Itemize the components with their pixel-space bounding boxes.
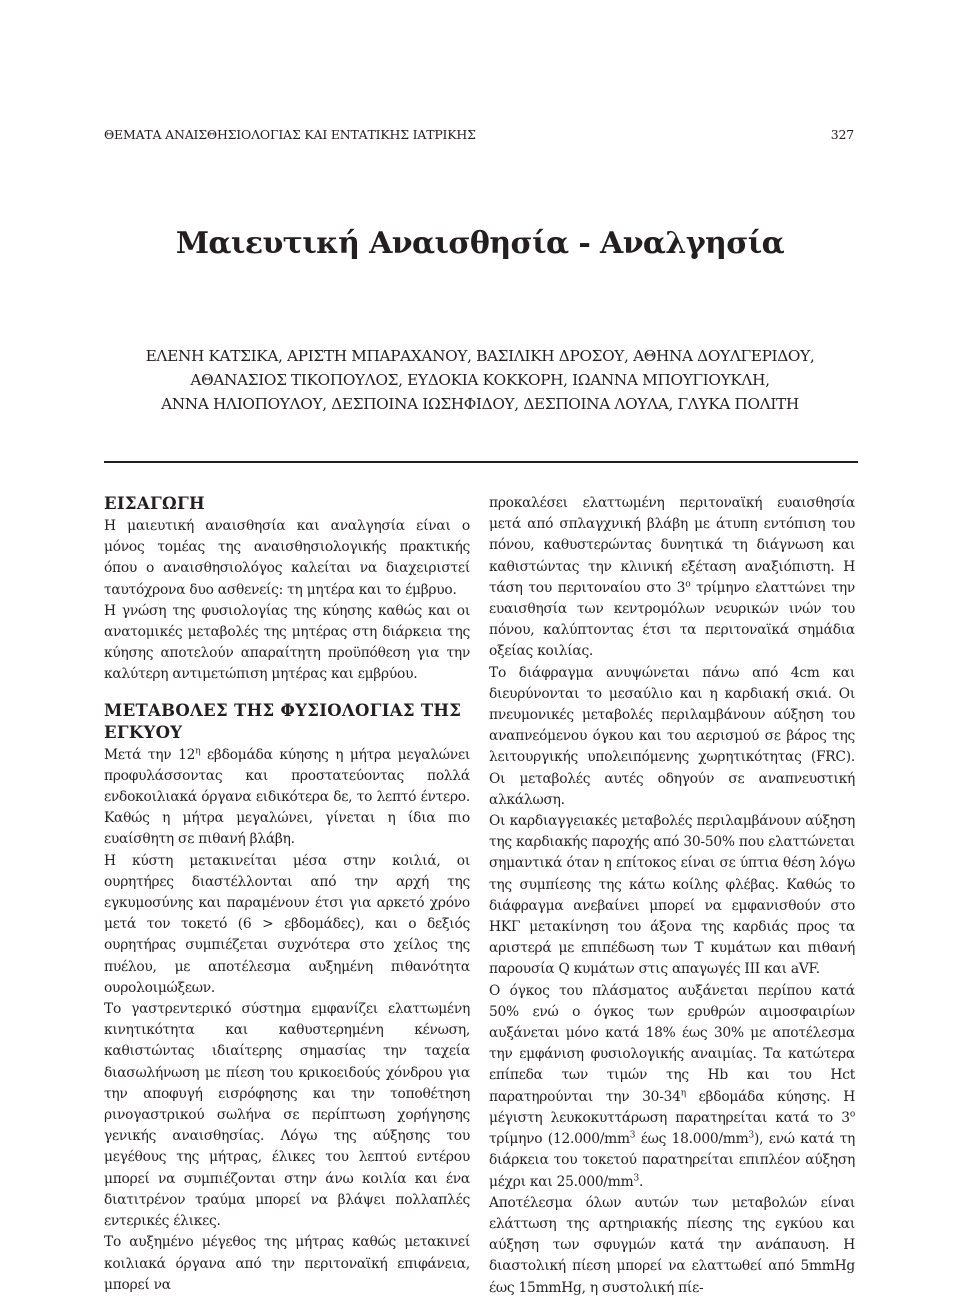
paragraph: Η κύστη μετακινείται μέσα στην κοιλιά, οι ουρητήρες διαστέλλονται από την αρχή της εγκυμοσύνης και παραμένουν έτσι για αρκετό χρόνο μετά τον τοκετό (6 > εβδομάδες), και ο δεξιός ουρητήρας συμπιέζεται συχνότερα στο χείλος της πυέλου, με αποτέλεσμα αυξημένη πιθανότητα ουρολοιμώξεων. [104,852,470,996]
paragraph: προκαλέσει ελαττωμένη περιτοναϊκή ευαισθησία μετά από σπλαγχνική βλάβη με άτυπη εντόπιση του πόνου, καθυστερώντας δυνητικά τη διάγνωση και καθιστώντας την κλινική εξέταση αναξιόπιστη. Η τάση του περιτοναίου στο $3^o$ τρίμηνο ελαττώνει την ευαισθησία των κεντρομόλων νευρικών ινών του πόνου, καλύπτοντας έτσι τα περιτοναϊκά σημάδια οξείας κοιλίας. [489,495,855,660]
running-header [104,127,856,145]
right-column [489,493,855,1299]
section-heading-introduction: ΕΙΣΑΓΩΓΗ [104,494,205,513]
paragraph: Αποτέλεσμα όλων αυτών των μεταβολών είναι ελάττωση της αρτηριακής πίεσης της εγκύου και αύξηση των σφυγμών κατά την ανάπαυση. Η διαστολική πίεση μπορεί να ελαττωθεί από 5mmHg έως 15mmHg, η συστολική πίε- [489,1194,855,1296]
separator-rule [104,461,858,463]
paragraph: Η μαιευτική αναισθησία και αναλγησία είναι ο μόνος τομέας της αναισθησιολογικής πρακτικής όπου ο αναισθησιολόγος καλείται να διαχειριστεί ταυτόχρονα δυο ασθενείς: τη μητέρα και το έμβρυο. [104,518,470,598]
paragraph: Το αυξημένο μέγεθος της μήτρας καθώς μετακινεί κοιλιακά όργανα από την περιτοναϊκή επιφάνεια, μπορεί να [104,1234,470,1293]
paragraph: Το γαστρεντερικό σύστημα εμφανίζει ελαττωμένη κινητικότητα και καθυστερημένη κένωση, καθιστώντας ιδιαίτερης σημασίας την ταχεία διασωλήνωση με πίεση του κρικοειδούς χόνδρου για την αποφυγή εισρόφησης και την τοποθέτηση ρινογαστρικού σωλήνα σε περίπτωση χορήγησης γενικής αναισθησίας. Λόγω της αύξησης του μεγέθους της μήτρας, έλικες του λεπτού εντέρου μπορεί να συμπιέζονται στην άνω κοιλία και ένα διατιτρένον τραύμα μπορεί να βλάψει πολλαπλές εντερικές έλικες. [104,1001,470,1230]
author-list [0,344,960,416]
page-number: 327 [830,127,854,142]
paragraph: Οι καρδιαγγειακές μεταβολές περιλαμβάνουν αύξηση της καρδιακής παροχής από 30-50% που ελαττώνεται σημαντικά όταν η επίτοκος είναι σε ύπτια θέση λόγω της συμπίεσης της κάτω κοίλης φλέβας. Καθώς το διάφραγμα ανεβαίνει μπορεί να εμφανισθούν στο ΗΚΓ μετακίνηση του άξονα της καρδιάς προς τα αριστερά με επιπέδωση των Τ κυμάτων και πιθανή παρουσία Q κυμάτων στις απαγωγές ΙΙΙ και aVF. [489,813,855,978]
left-column [104,493,470,1296]
section-heading-physiology: ΜΕΤΑΒΟΛΕΣ ΤΗΣ ΦΥΣΙΟΛΟΓΙΑΣ ΤΗΣ ΕΓΚΥΟΥ [104,700,462,742]
paragraph: Η γνώση της φυσιολογίας της κύησης καθώς και οι ανατομικές μεταβολές της μητέρας στη διάρκεια της κύησης αποτελούν απαραίτητη προϋπόθεση για την καλύτερη αντιμετώπιση μητέρας και εμβρύου. [104,602,470,683]
journal-title: ΘΕΜΑΤΑ ΑΝΑΙΣΘΗΣΙΟΛΟΓΙΑΣ ΚΑΙ ΕΝΤΑΤΙΚΗΣ ΙΑΤΡΙΚΗΣ [104,127,476,142]
paragraph: Ο όγκος του πλάσματος αυξάνεται περίπου κατά 50% ενώ ο όγκος των ερυθρών αιμοσφαιρίων αυξάνεται μόνο κατά 18% έως 30% με αποτέλεσμα την εμφάνιση φυσιολογικής αναιμίας. Τα κατώτερα επίπεδα των τιμών της Hb και του Hct παρατηρούνται την $30-34^\eta$ εβδομάδα κύησης. Η μέγιστη λευκοκυττάρωση παρατηρείται κατά το $3^o$ τρίμηνο ($12.000/mm^3$ έως $18.000/mm^3$), ενώ κατά τη διάρκεια του τοκετού παρατηρείται επιπλέον αύξηση μέχρι και $25.000/mm^3$. [489,982,855,1190]
article-title: Μαιευτική Αναισθησία - Αναλγησία [175,226,785,261]
paragraph: Το διάφραγμα ανυψώνεται πάνω από 4cm και διευρύνονται το μεσαύλιο και η καρδιακή σκιά. Οι πνευμονικές μεταβολές περιλαμβάνουν αύξηση του αναπνεόμενου όγκου και του αερισμού σε βάρος της λειτουργικής υπολειπόμενης χωρητικότητας (FRC). Οι μεταβολές αυτές οδηγούν σε αναπνευστική αλκάλωση. [489,664,855,808]
paragraph: Μετά την $12^\eta$ εβδομάδα κύησης η μήτρα μεγαλώνει προφυλάσσοντας και προστατεύοντας πολλά ενδοκοιλιακά όργανα ειδικότερα δε, το λεπτό έντερο. Καθώς η μήτρα μεγαλώνει, γίνεται η ίδια πιο ευαίσθητη σε πιθανή βλάβη. [104,746,471,848]
author-line: ΑΘΑΝΑΣΙΟΣ ΤΙΚΟΠΟΥΛΟΣ, ΕΥΔΟΚΙΑ ΚΟΚΚΟΡΗ, ΙΩΑΝΝΑ ΜΠΟΥΓΙΟΥΚΛΗ, [190,371,770,389]
author-line: ΕΛΕΝΗ ΚΑΤΣΙΚΑ, ΑΡΙΣΤΗ ΜΠΑΡΑΧΑΝΟΥ, ΒΑΣΙΛΙΚΗ ΔΡΟΣΟΥ, ΑΘΗΝΑ ΔΟΥΛΓΕΡΙΔΟΥ, [145,347,815,365]
author-line: ΑΝΝΑ ΗΛΙΟΠΟΥΛΟΥ, ΔΕΣΠΟΙΝΑ ΙΩΣΗΦΙΔΟΥ, ΔΕΣΠΟΙΝΑ ΛΟΥΛΑ, ΓΛΥΚΑ ΠΟΛΙΤΗ [161,395,799,413]
